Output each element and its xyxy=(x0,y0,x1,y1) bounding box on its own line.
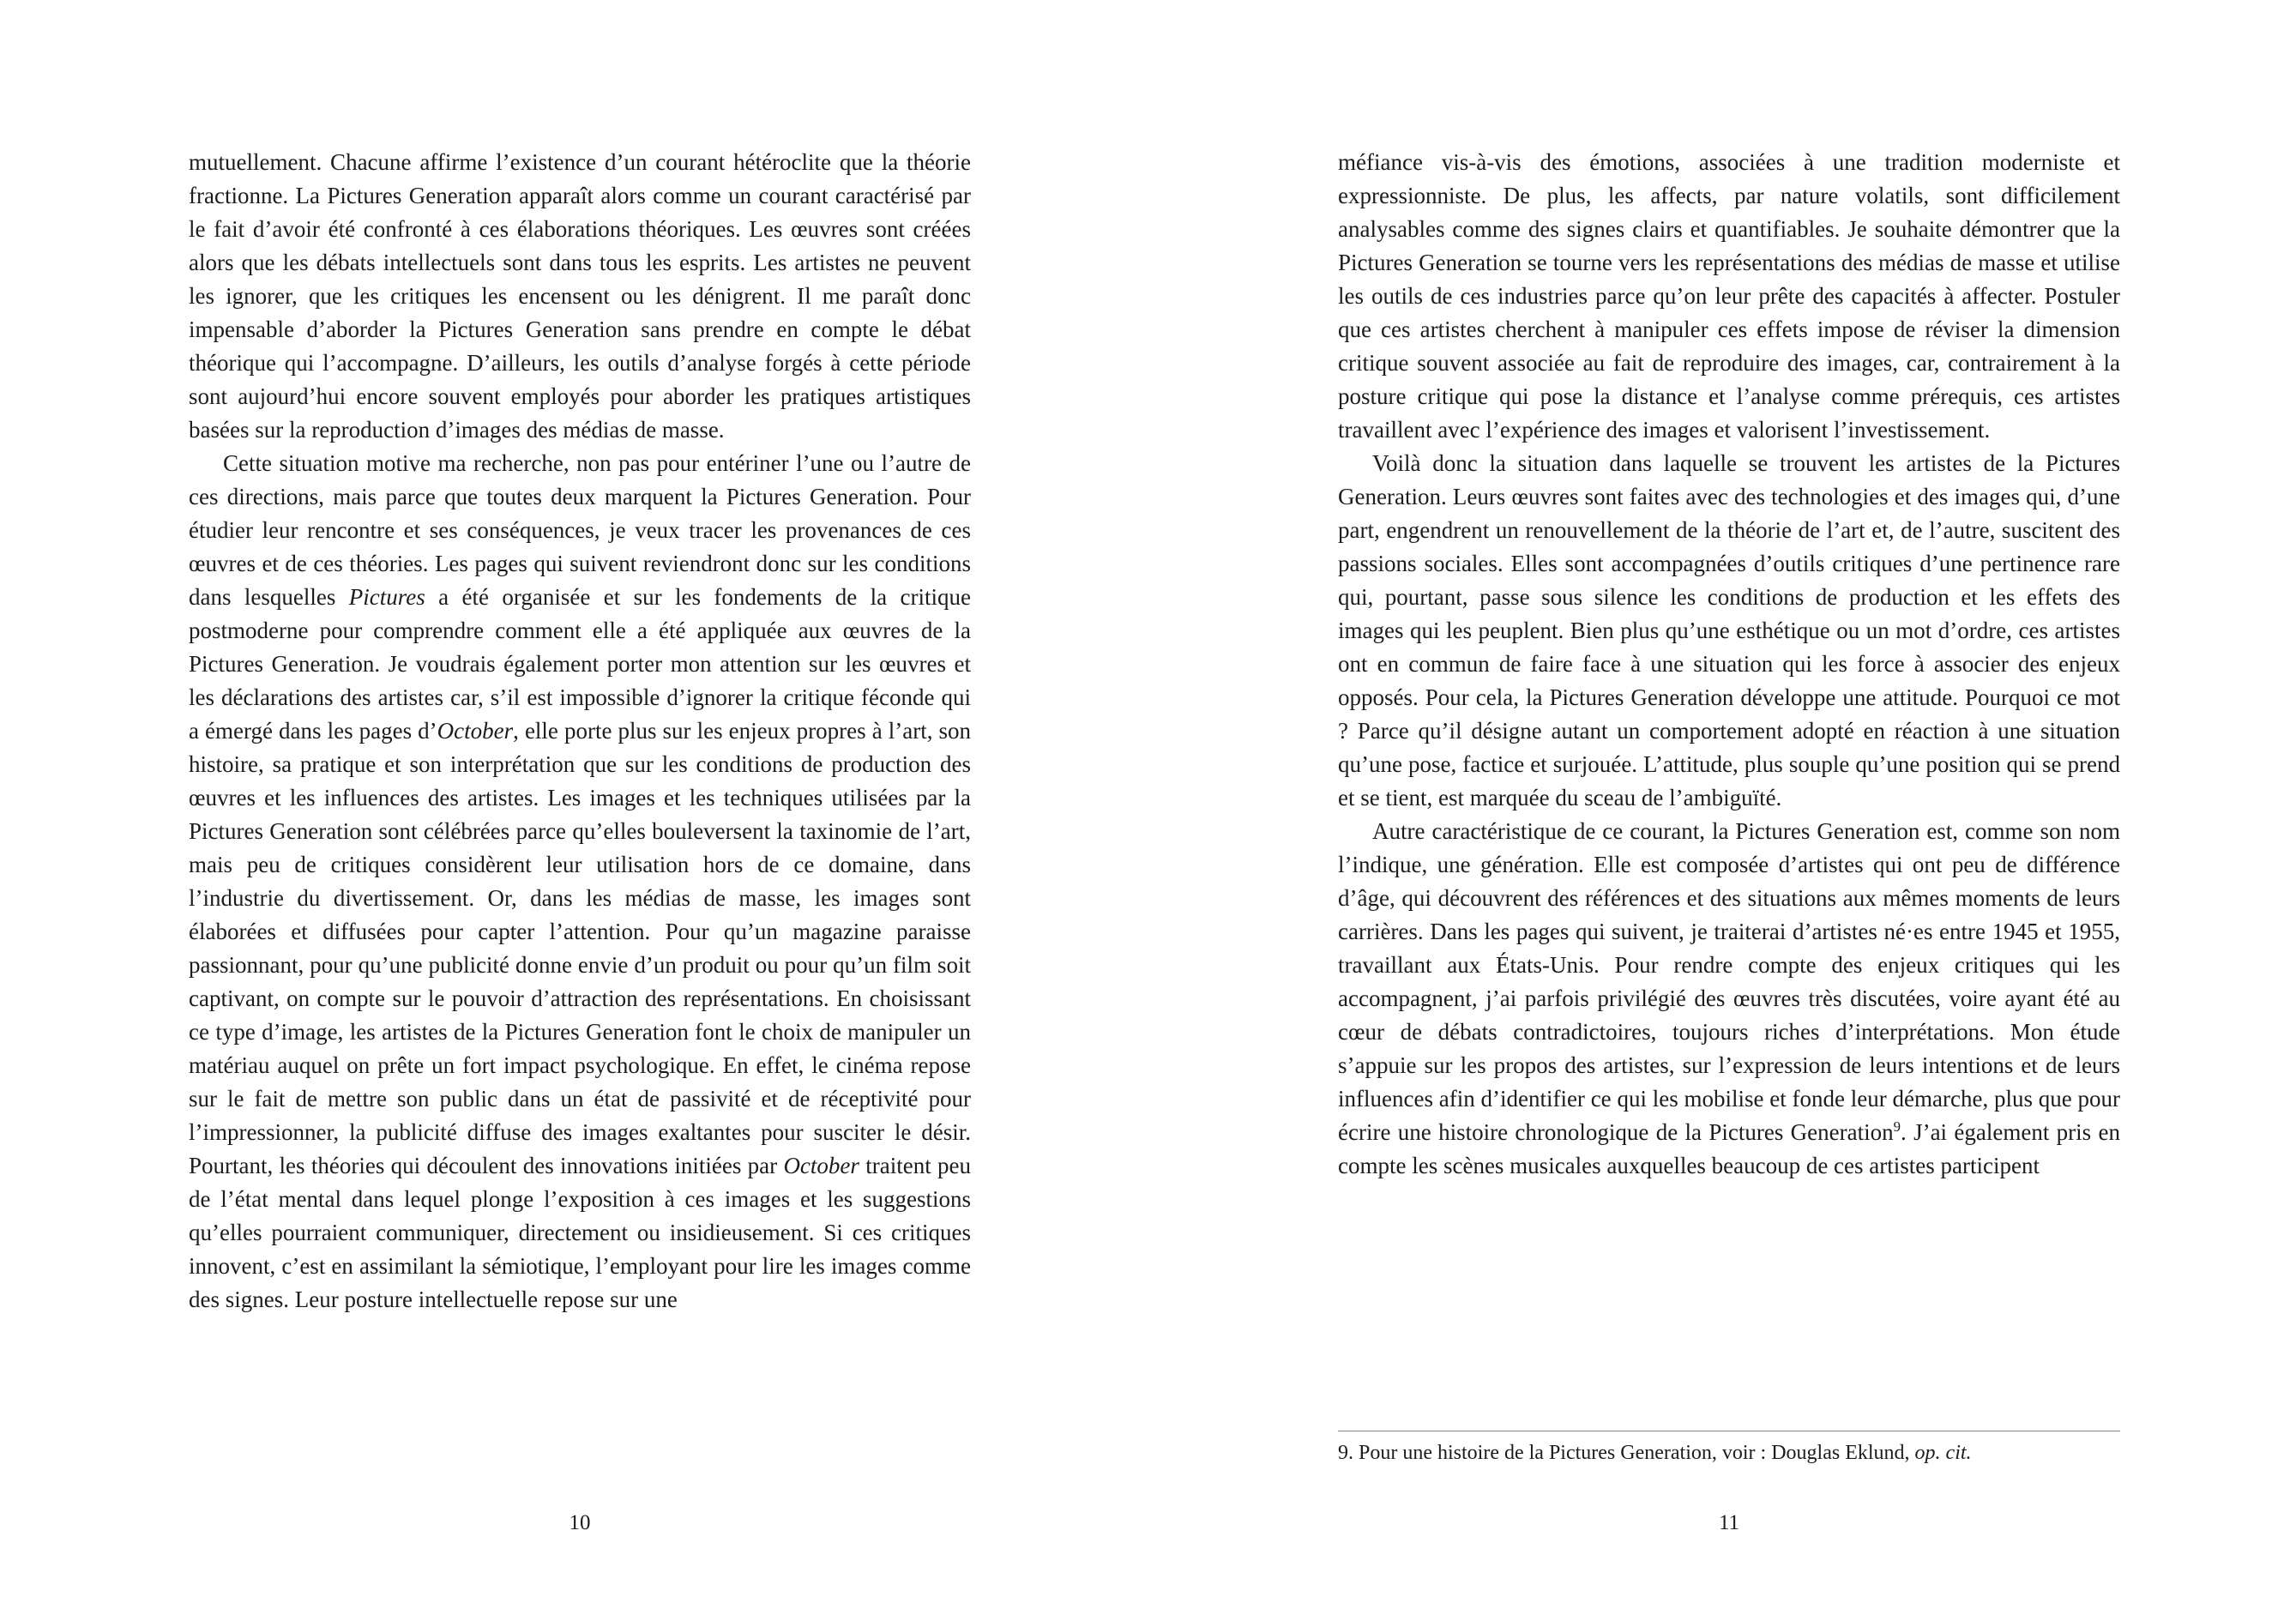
paragraph: méfiance vis-à-vis des émotions, associées à une tradition moderniste et expressionniste. De plus, les affects, par nature volatils, sont difficilement analysables comme des signes clairs et quantifiables. Je souhaite démontrer que la Pictures Generation se tourne vers les représentations des médias de masse et utilise les outils de ces industries parce qu’on leur prête des capacités à affecter. Postuler que ces artistes cherchent à manipuler ces effets impose de réviser la dimension critique souvent associée au fait de reproduire des images, car, contrairement à la posture critique qui pose la distance et l’analyse comme prérequis, ces artistes travaillent avec l’expérience des images et valorisent l’investissement. xyxy=(1338,149,2120,443)
paragraph: Autre caractéristique de ce courant, la Pictures Generation est, comme son nom l’indique, une génération. Elle est composée d’artistes qui ont peu de différence d’âge, qui découvrent des références et des situations aux mêmes moments de leurs carrières. Dans les pages qui suivent, je traiterai d’artistes né·es entre 1945 et 1955, travaillant aux États-Unis. Pour rendre compte des enjeux critiques qui les accompagnent, j’ai parfois privilégié des œuvres très discutées, voire ayant été au cœur de débats contradictoires, toujours riches d’interprétations. Mon étude s’appuie sur les propos des artistes, sur l’expression de leurs intentions et de leurs influences afin d’identifier ce qui les mobilise et fonde leur démarche, plus que pour écrire une histoire chronologique de la Pictures Generation$^9$. J’ai également pris en compte les scènes musicales auxquelles beaucoup de ces artistes participent xyxy=(1338,818,2120,1178)
footnote-text: 9. Pour une histoire de la Pictures Generation, voir : Douglas Eklund, op. cit. xyxy=(1338,1442,1972,1464)
left-page-text-column xyxy=(189,146,971,1317)
page-number-right: 11 xyxy=(1718,1511,1740,1534)
footnote-block xyxy=(1338,1431,2120,1466)
paragraph: Cette situation motive ma recherche, non pas pour entériner l’une ou l’autre de ces directions, mais parce que toutes deux marquent la Pictures Generation. Pour étudier leur rencontre et ses conséquences, je veux tracer les provenances de ces œuvres et de ces théories. Les pages qui suivent reviendront donc sur les conditions dans lesquelles Pictures a été organisée et sur les fondements de la critique postmoderne pour comprendre comment elle a été appliquée aux œuvres de la Pictures Generation. Je voudrais également porter mon attention sur les œuvres et les déclarations des artistes car, s’il est impossible d’ignorer la critique féconde qui a émergé dans les pages d’October, elle porte plus sur les enjeux propres à l’art, son histoire, sa pratique et son interprétation que sur les conditions de production des œuvres et les influences des artistes. Les images et les techniques utilisées par la Pictures Generation sont célébrées parce qu’elles bouleversent la taxinomie de l’art, mais peu de critiques considèrent leur utilisation hors de ce domaine, dans l’industrie du divertissement. Or, dans les médias de masse, les images sont élaborées et diffusées pour capter l’attention. Pour qu’un magazine paraisse passionnant, pour qu’une publicité donne envie d’un produit ou pour qu’un film soit captivant, on compte sur le pouvoir d’attraction des représentations. En choisissant ce type d’image, les artistes de la Pictures Generation font le choix de manipuler un matériau auquel on prête un fort impact psychologique. En effet, le cinéma repose sur le fait de mettre son public dans un état de passivité et de réceptivité pour l’impressionner, la publicité diffuse des images exaltantes pour susciter le désir. Pourtant, les théories qui découlent des innovations initiées par October traitent peu de l’état mental dans lequel plonge l’exposition à ces images et les suggestions qu’elles pourraient communiquer, directement ou insidieusement. Si ces critiques innovent, c’est en assimilant la sémiotique, l’employant pour lire les images comme des signes. Leur posture intellectuelle repose sur une xyxy=(189,450,972,1312)
paragraph: mutuellement. Chacune affirme l’existence d’un courant hétéroclite que la théorie fractionne. La Pictures Generation apparaît alors comme un courant caractérisé par le fait d’avoir été confronté à ces élaborations théoriques. Les œuvres sont créées alors que les débats intellectuels sont dans tous les esprits. Les artistes ne peuvent les ignorer, que les critiques les encensent ou les dénigrent. Il me paraît donc impensable d’aborder la Pictures Generation sans prendre en compte le débat théorique qui l’accompagne. D’ailleurs, les outils d’analyse forgés à cette période sont aujourd’hui encore souvent employés pour aborder les pratiques artistiques basées sur la reproduction d’images des médias de masse. xyxy=(189,149,971,443)
page-number-left: 10 xyxy=(569,1511,591,1534)
right-page-text-column xyxy=(1338,146,2120,1183)
paragraph: Voilà donc la situation dans laquelle se trouvent les artistes de la Pictures Generation. Leurs œuvres sont faites avec des technologies et des images qui, d’une part, engendrent un renouvellement de la théorie de l’art et, de l’autre, suscitent des passions sociales. Elles sont accompagnées d’outils critiques d’une pertinence rare qui, pourtant, passe sous silence les conditions de production et les effets des images qui les peuplent. Bien plus qu’une esthétique ou un mot d’ordre, ces artistes ont en commun de faire face à une situation qui les force à associer des enjeux opposés. Pour cela, la Pictures Generation développe une attitude. Pourquoi ce mot ? Parce qu’il désigne autant un comportement adopté en réaction à une situation qu’une pose, factice et surjouée. L’attitude, plus souple qu’une position qui se prend et se tient, est marquée du sceau de l’ambiguïté. xyxy=(1338,450,2120,810)
